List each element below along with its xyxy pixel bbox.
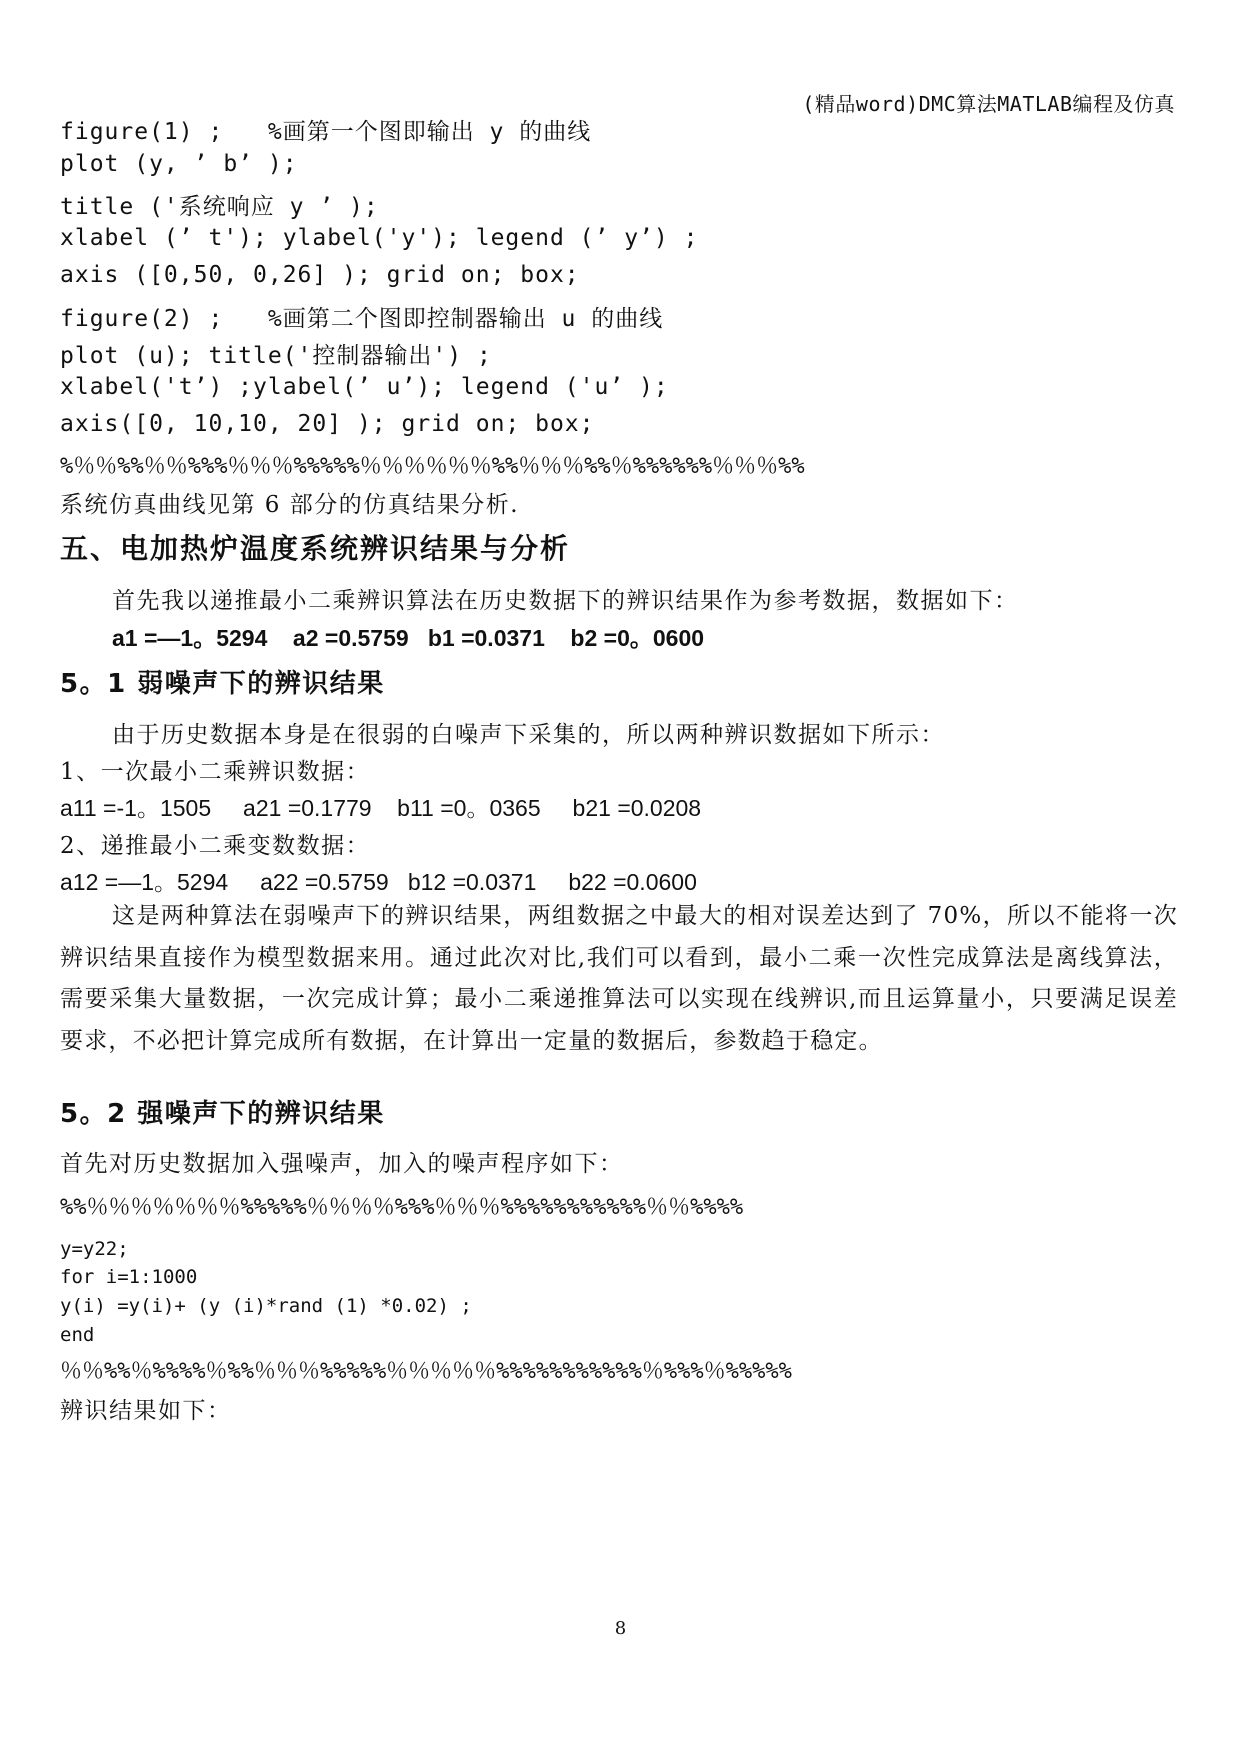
page-number: 8	[614, 1618, 627, 1639]
result-label: 辨识结果如下：	[60, 1398, 232, 1424]
code-line: for i=1:1000	[60, 1266, 198, 1288]
code-line: figure(1) ; %画第一个图即输出 y 的曲线	[60, 119, 592, 145]
code-line: y(i) =y(i)+ (y (i)*rand (1) *0.02) ;	[60, 1295, 472, 1317]
percent-separator: ％％%%％%%%%％%%％％％%%%%%％％％％％%%%%%%%%%%%％%%%％%%%%%	[60, 1359, 792, 1384]
reference-params: a1 =—1。5294 a2 =0.5759 b1 =0.0371 b2 =0。0600	[112, 625, 705, 651]
code-line: axis([0, 10,10, 20] ); grid on; box;	[60, 411, 595, 437]
page-header: (精品word)DMC算法MATLAB编程及仿真	[802, 92, 1175, 116]
code-line: title ('系统响应 y ’ );	[60, 194, 379, 220]
sim-note: 系统仿真曲线见第 6 部分的仿真结果分析.	[60, 492, 520, 518]
list-item-label: 2、递推最小二乘变数数据：	[60, 833, 371, 859]
percent-separator: %%％％％％％％％%%%%%％％％％%%%％％％%%%%%%%%%%%％％%%%%	[60, 1195, 744, 1220]
conclusion-paragraph: 这是两种算法在弱噪声下的辨识结果，两组数据之中最大的相对误差达到了 70%，所以不能将一次辨识结果直接作为模型数据来用。通过此次对比,我们可以看到，最小二乘一次性完成算法是离线算法，需要采集大量数据，一次完成计算；最小二乘递推算法可以实现在线辨识,而且运算量小，只要满足误差要求，不必把计算完成所有数据，在计算出一定量的数据后，参数趋于稳定。	[60, 903, 1178, 1054]
code-line: end	[60, 1324, 95, 1346]
code-line: xlabel('t’) ;ylabel(’ u’); legend ('u’ );	[60, 374, 669, 400]
subsection-heading: 5。1 弱噪声下的辨识结果	[60, 669, 385, 699]
section-heading: 五、电加热炉温度系统辨识结果与分析	[60, 532, 571, 565]
code-line: xlabel (’ t'); ylabel('y'); legend (’ y’) ;	[60, 225, 699, 251]
code-line: figure(2) ; %画第二个图即控制器输出 u 的曲线	[60, 306, 664, 332]
subsection-intro: 首先对历史数据加入强噪声，加入的噪声程序如下：	[60, 1151, 624, 1177]
params-line: a11 =-1。1505 a21 =0.1779 b11 =0。0365 b21 =0.0208	[60, 795, 702, 821]
code-line: plot (y, ’ b’ );	[60, 151, 298, 177]
code-line: y=y22;	[60, 1238, 129, 1260]
code-line: plot (u); title('控制器输出') ;	[60, 343, 492, 369]
code-line: axis ([0,50, 0,26] ); grid on; box;	[60, 262, 580, 288]
params-line: a12 =—1。5294 a22 =0.5759 b12 =0.0371 b22 =0.0600	[60, 869, 697, 895]
percent-separator: %％％%%％％%%%％％％%%%%%％％％％％％%%％％％%%％%%%%%%％％％%%	[60, 454, 805, 479]
section-intro: 首先我以递推最小二乘辨识算法在历史数据下的辨识结果作为参考数据，数据如下：	[112, 588, 1019, 614]
subsection-heading: 5。2 强噪声下的辨识结果	[60, 1099, 385, 1129]
list-item-label: 1、一次最小二乘辨识数据：	[60, 759, 371, 785]
subsection-intro: 由于历史数据本身是在很弱的白噪声下采集的，所以两种辨识数据如下所示：	[112, 722, 945, 748]
